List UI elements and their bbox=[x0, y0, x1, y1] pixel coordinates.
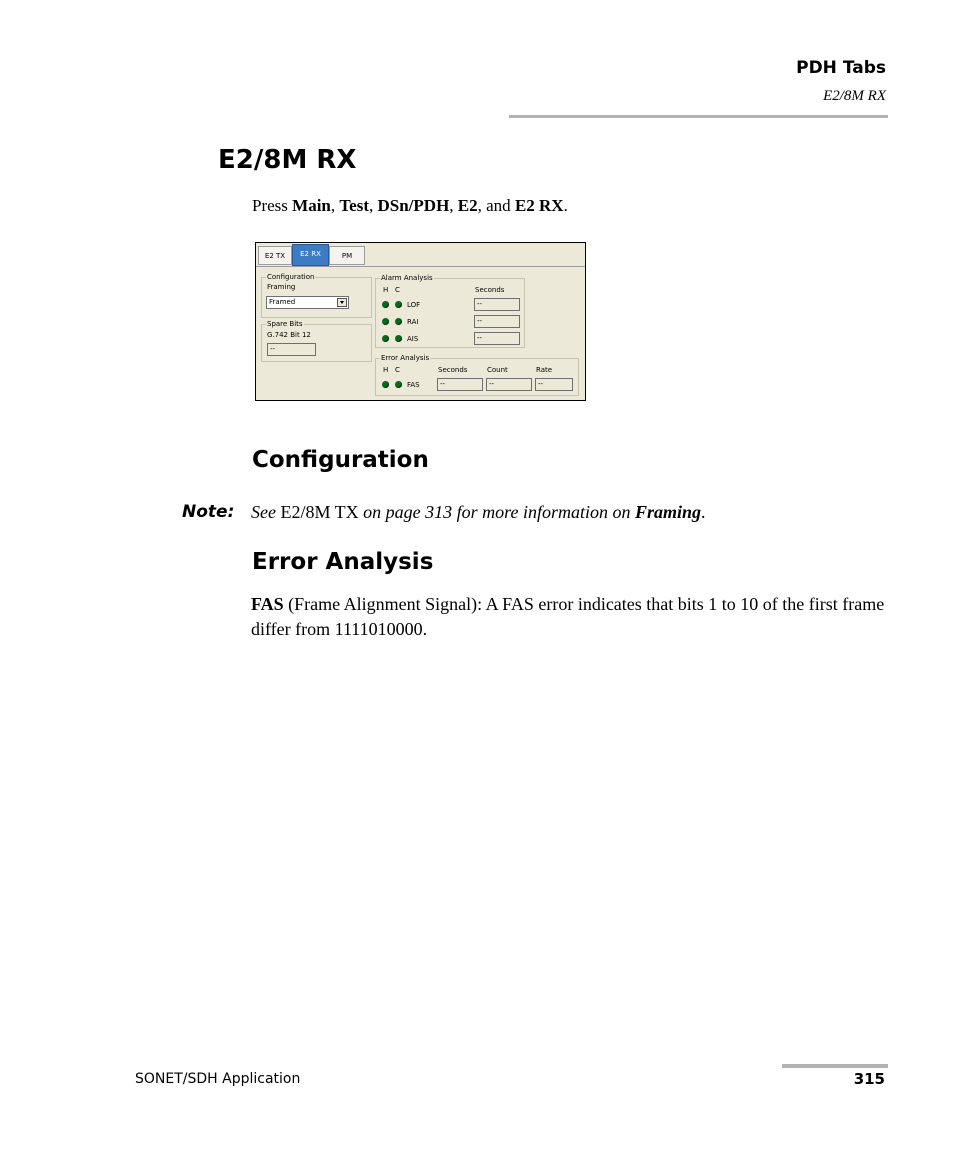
note-middle: on page 313 for more information on bbox=[358, 502, 635, 522]
header-rule bbox=[509, 115, 888, 118]
chevron-down-icon[interactable] bbox=[337, 298, 347, 307]
lof-label: LOF bbox=[407, 301, 421, 309]
fas-description-text: (Frame Alignment Signal): A FAS error indicates that bits 1 to 10 of the first frame differ from 1111010000. bbox=[251, 594, 885, 639]
alarm-col-c: C bbox=[395, 286, 400, 294]
fas-history-led bbox=[382, 381, 389, 388]
error-col-rate: Rate bbox=[536, 366, 553, 374]
spare-bits-group-title: Spare Bits bbox=[267, 320, 303, 328]
framing-select[interactable] bbox=[266, 296, 349, 309]
instruction-separator: , bbox=[369, 196, 378, 215]
rai-history-led bbox=[382, 318, 389, 325]
ais-history-led bbox=[382, 335, 389, 342]
spare-bits-group bbox=[261, 320, 372, 362]
error-col-count: Count bbox=[487, 366, 508, 374]
page-title: E2/8M RX bbox=[218, 145, 357, 175]
rai-seconds-field: -- bbox=[474, 315, 520, 328]
tab-panel bbox=[258, 267, 583, 398]
fas-count-field: -- bbox=[486, 378, 532, 391]
instruction-item-dsn-pdh: DSn/PDH bbox=[377, 196, 450, 215]
tab-pm[interactable]: PM bbox=[329, 246, 365, 265]
running-header-subtitle: E2/8M RX bbox=[823, 88, 886, 104]
section-heading-configuration: Configuration bbox=[252, 447, 429, 473]
fas-seconds-field: -- bbox=[437, 378, 483, 391]
error-analysis-group bbox=[375, 354, 579, 396]
tab-e2-rx[interactable]: E2 RX bbox=[292, 244, 329, 266]
note-reference-link[interactable]: E2/8M TX bbox=[280, 502, 359, 522]
instruction-item-e2-rx: E2 RX bbox=[514, 196, 564, 215]
instruction-prefix: Press bbox=[252, 196, 293, 215]
ais-current-led bbox=[395, 335, 402, 342]
alarm-analysis-group-title: Alarm Analysis bbox=[381, 274, 433, 282]
alarm-col-seconds: Seconds bbox=[475, 286, 505, 294]
note-text bbox=[251, 502, 706, 523]
error-col-c: C bbox=[395, 366, 400, 374]
instruction-item-test: Test bbox=[339, 196, 369, 215]
lof-history-led bbox=[382, 301, 389, 308]
fas-rate-field: -- bbox=[535, 378, 573, 391]
error-analysis-group-title: Error Analysis bbox=[381, 354, 430, 362]
alarm-analysis-group bbox=[375, 274, 525, 348]
framing-label: Framing bbox=[267, 283, 296, 291]
note-end: . bbox=[701, 502, 706, 522]
tab-e2-tx[interactable]: E2 TX bbox=[258, 246, 292, 265]
instruction-end: . bbox=[563, 196, 568, 215]
spare-bits-field[interactable]: -- bbox=[267, 343, 316, 356]
spare-bits-label: G.742 Bit 12 bbox=[267, 331, 311, 339]
fas-current-led bbox=[395, 381, 402, 388]
e2-rx-screenshot bbox=[255, 242, 586, 401]
fas-term: FAS bbox=[251, 594, 284, 614]
running-header-title: PDH Tabs bbox=[796, 58, 886, 78]
fas-description bbox=[251, 592, 891, 642]
configuration-group-title: Configuration bbox=[267, 273, 315, 281]
instruction-line bbox=[252, 196, 568, 216]
error-col-seconds: Seconds bbox=[438, 366, 468, 374]
note-label: Note: bbox=[182, 502, 235, 522]
instruction-item-e2: E2 bbox=[457, 196, 478, 215]
ais-label: AIS bbox=[407, 335, 419, 343]
instruction-and: , and bbox=[477, 196, 515, 215]
instruction-separator: , bbox=[449, 196, 458, 215]
footer-document-title: SONET/SDH Application bbox=[135, 1071, 301, 1087]
instruction-item-main: Main bbox=[292, 196, 331, 215]
note-see: See bbox=[251, 502, 281, 522]
framing-select-value: Framed bbox=[269, 298, 296, 306]
error-col-h: H bbox=[383, 366, 389, 374]
alarm-col-h: H bbox=[383, 286, 389, 294]
instruction-separator: , bbox=[330, 196, 340, 215]
ais-seconds-field: -- bbox=[474, 332, 520, 345]
section-heading-error-analysis: Error Analysis bbox=[252, 549, 434, 575]
lof-current-led bbox=[395, 301, 402, 308]
page-number: 315 bbox=[853, 1070, 885, 1088]
lof-seconds-field: -- bbox=[474, 298, 520, 311]
configuration-group bbox=[261, 273, 372, 318]
footer-rule bbox=[782, 1064, 888, 1068]
note-term: Framing bbox=[634, 502, 702, 522]
fas-label: FAS bbox=[407, 381, 420, 389]
rai-current-led bbox=[395, 318, 402, 325]
rai-label: RAI bbox=[407, 318, 419, 326]
